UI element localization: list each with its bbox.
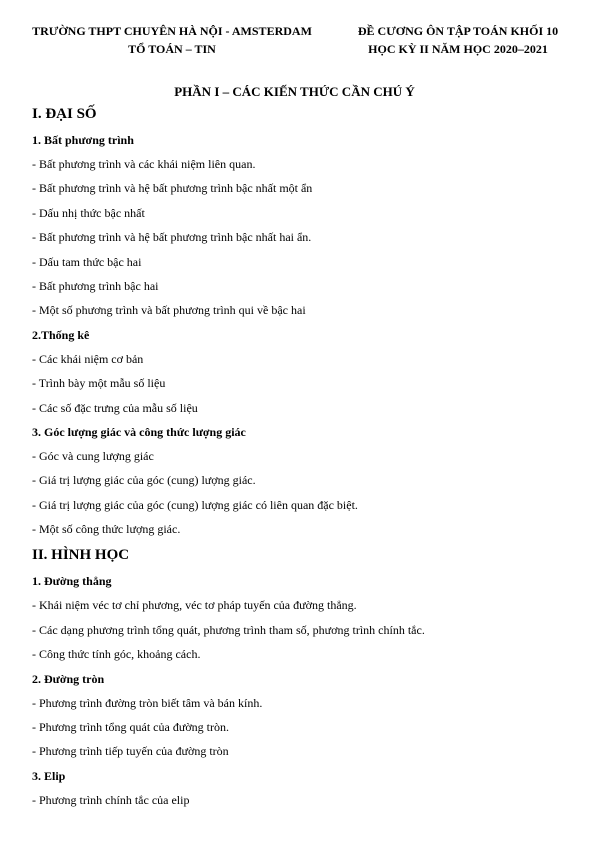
document-body: [32, 100, 572, 812]
list-item: - Trình bày một mẫu số liệu: [32, 376, 166, 391]
subsection-heading: 3. Góc lượng giác và công thức lượng giác: [32, 424, 246, 439]
list-item: - Bất phương trình và các khái niệm liên quan.: [32, 157, 256, 171]
list-item: - Bất phương trình bậc hai: [32, 278, 159, 293]
list-item: - Các dạng phương trình tổng quát, phương trình tham số, phương trình chính tắc.: [32, 622, 425, 637]
list-item: - Khái niệm véc tơ chỉ phương, véc tơ pháp tuyến của đường thẳng.: [32, 598, 357, 613]
list-item: - Bất phương trình và hệ bất phương trình bậc nhất hai ẩn.: [32, 230, 312, 245]
subsection-heading: 3. Elip: [32, 768, 66, 783]
subsection-heading: 2. Đường tròn: [32, 671, 105, 686]
list-item: - Các khái niệm cơ bản: [32, 351, 144, 366]
document-title: ĐỀ CƯƠNG ÔN TẬP TOÁN KHỐI 10: [357, 24, 559, 38]
section-heading: I. ĐẠI SỐ: [32, 106, 97, 122]
school-header: [22, 22, 322, 58]
school-year: HỌC KỲ II NĂM HỌC 2020–2021: [368, 42, 548, 56]
list-item: - Công thức tính góc, khoảng cách.: [32, 647, 201, 662]
school-name: TRƯỜNG THPT CHUYÊN HÀ NỘI - AMSTERDAM: [32, 24, 312, 38]
list-item: - Dấu tam thức bậc hai: [32, 254, 142, 269]
section-heading: II. HÌNH HỌC: [32, 547, 130, 564]
list-item: - Các số đặc trưng của mẫu số liệu: [32, 400, 198, 415]
part-title: PHẦN I – CÁC KIẾN THỨC CẦN CHÚ Ý: [174, 84, 415, 99]
list-item: - Phương trình tiếp tuyến của đường tròn: [32, 744, 229, 759]
subsection-heading: 1. Đường thẳng: [32, 574, 112, 589]
subsection-heading: 1. Bất phương trình: [32, 133, 134, 147]
list-item: - Phương trình chính tắc của elip: [32, 792, 190, 807]
list-item: - Bất phương trình và hệ bất phương trình bậc nhất một ẩn: [32, 181, 313, 196]
document-header: [338, 22, 578, 58]
list-item: - Giá trị lượng giác của góc (cung) lượng giác có liên quan đặc biệt.: [32, 497, 358, 512]
list-item: - Phương trình đường tròn biết tâm và bán kính.: [32, 695, 263, 710]
list-item: - Một số công thức lượng giác.: [32, 522, 181, 537]
department-name: TỔ TOÁN – TIN: [128, 42, 216, 56]
subsection-heading: 2.Thống kê: [32, 327, 90, 342]
list-item: - Giá trị lượng giác của góc (cung) lượng giác.: [32, 473, 256, 488]
list-item: - Dấu nhị thức bậc nhất: [32, 205, 145, 220]
list-item: - Góc và cung lượng giác: [32, 448, 154, 463]
list-item: - Phương trình tổng quát của đường tròn.: [32, 720, 230, 735]
list-item: - Một số phương trình và bất phương trình qui về bậc hai: [32, 303, 306, 318]
